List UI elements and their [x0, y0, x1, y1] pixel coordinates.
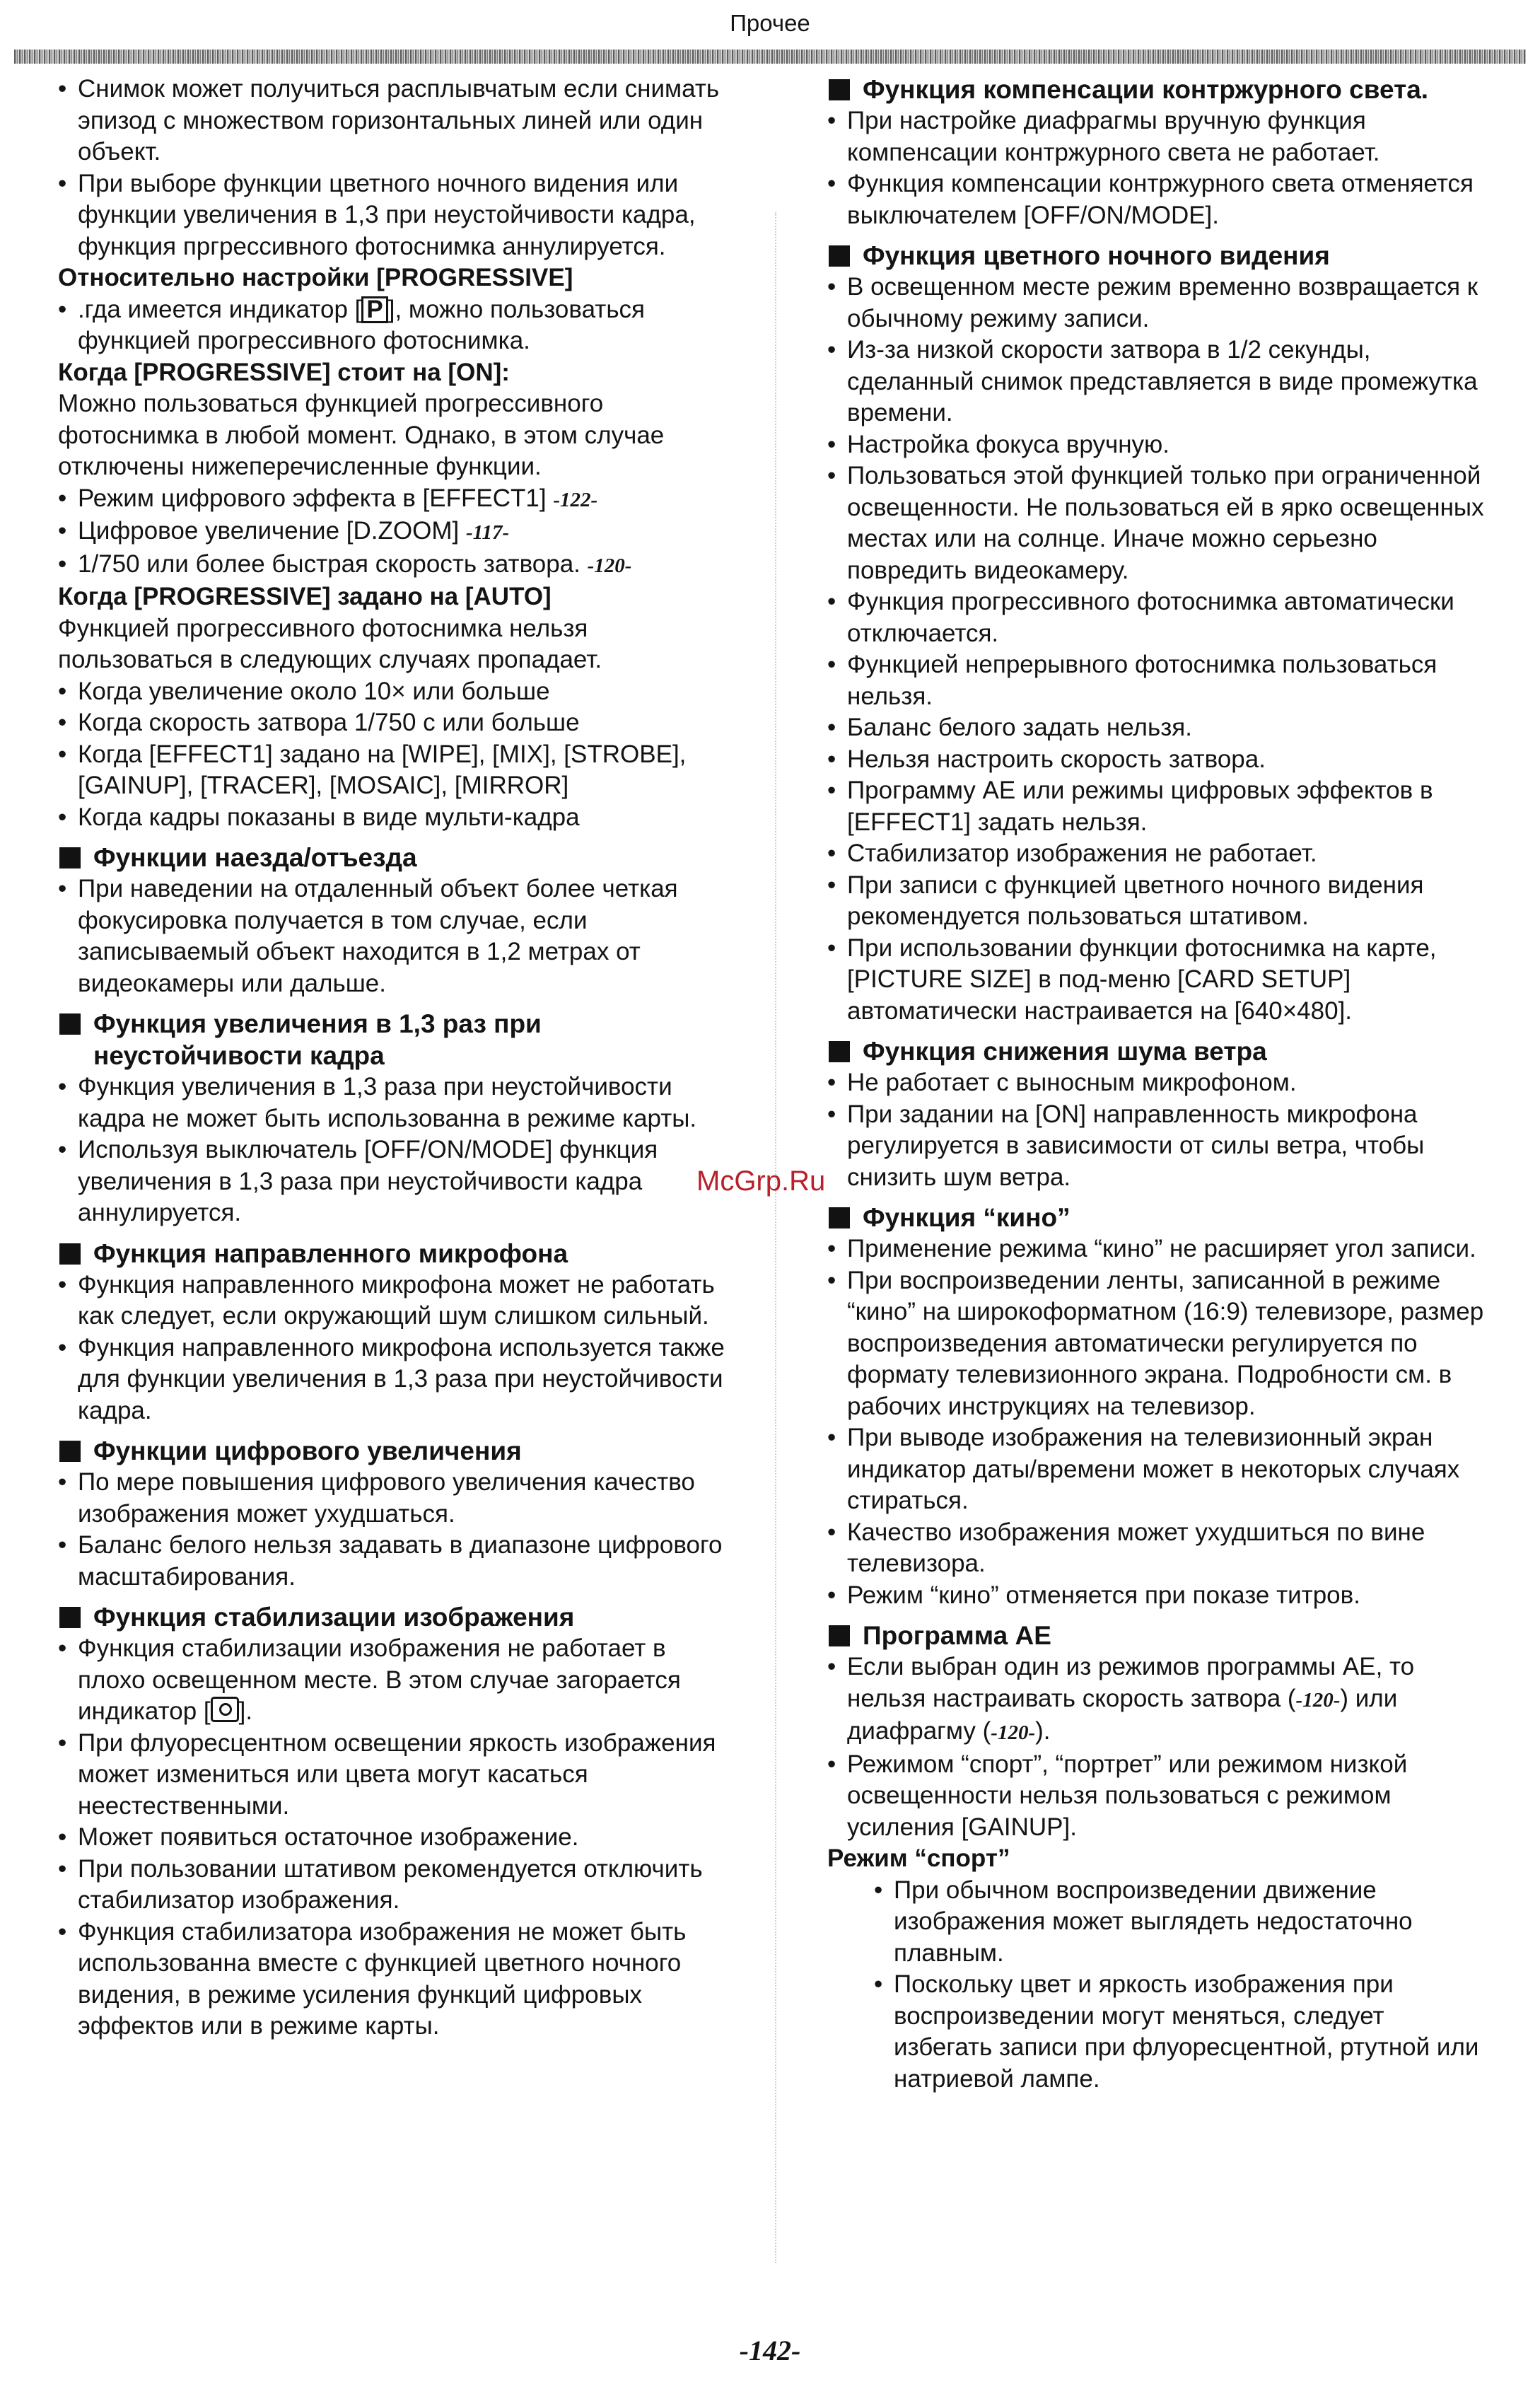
header-band — [14, 50, 1526, 64]
list-item: • Стабилизатор изображения не работает. — [827, 838, 1485, 870]
progressive-indicator-icon: P — [361, 296, 387, 323]
item-text: Функция стабилизации изображения не работает в плохо освещенном месте. В этом случае загорается индикатор [ — [78, 1634, 681, 1725]
section-title: Функция направленного микрофона — [58, 1238, 737, 1270]
page-header: Прочее — [730, 10, 810, 36]
item-text: ]. — [238, 1697, 253, 1725]
list-item: • При выборе функции цветного ночного видения или функции увеличения в 1,3 при неустойчивости кадра, функция пргрессивного фотоснимка аннулируется. — [58, 168, 737, 263]
list-item: • При использовании функции фотоснимка на карте, [PICTURE SIZE] в под-меню [CARD SETUP] автоматически настраивается на [640×480]. — [827, 933, 1485, 1028]
progressive-auto-heading: Когда [PROGRESSIVE] задано на [AUTO] — [58, 583, 552, 610]
list-item: • При наведении на отдаленный объект более четкая фокусировка получается в том случае, если записываемый объект находится в 1,2 метрах от видеокамеры или дальше. — [58, 873, 737, 999]
section-title: Функция увеличения в 1,3 раз при неустойчивости кадра — [58, 1008, 737, 1071]
list-item: • В освещенном месте режим временно возвращается к обычному режиму записи. — [827, 272, 1485, 335]
paragraph: Функцией прогрессивного фотоснимка нельзя пользоваться в следующих случаях пропадает. — [58, 614, 602, 673]
sport-mode-heading: Режим “спорт” — [827, 1844, 1010, 1872]
item-text: Цифровое увеличение [D.ZOOM] — [78, 517, 460, 545]
section-night-vision — [827, 240, 1485, 1027]
page-ref: -117- — [465, 521, 510, 544]
page-number: -142- — [739, 2335, 801, 2366]
section-cinema — [827, 1202, 1485, 1611]
list-item: • Нельзя настроить скорость затвора. — [827, 744, 1485, 776]
progressive-on-heading: Когда [PROGRESSIVE] стоит на [ON]: — [58, 358, 510, 386]
list-item: • Применение режима “кино” не расширяет угол записи. — [827, 1233, 1485, 1265]
list-item: • Баланс белого задать нельзя. — [827, 712, 1485, 744]
indicator-text-after: ], можно пользоваться функцией прогрессивного фотоснимка. — [78, 295, 646, 354]
list-item — [58, 549, 737, 582]
section-zoom — [58, 842, 737, 999]
item-text: Режим цифрового эффекта в [EFFECT1] — [78, 484, 547, 512]
progressive-heading: Относительно настройки [PROGRESSIVE] — [58, 264, 573, 291]
section-program-ae — [827, 1620, 1485, 2095]
list-item: • Функцией непрерывного фотоснимка пользоваться нельзя. — [827, 649, 1485, 712]
indicator-text-before: .гда имеется индикатор [ — [78, 295, 362, 323]
list-item — [58, 1633, 737, 1728]
item-text: Если выбран один из режимов программы AE, то нельзя настраивать скорость затвора ( — [847, 1653, 1415, 1712]
list-item: • Настройка фокуса вручную. — [827, 429, 1485, 461]
list-item: • При записи с функцией цветного ночного видения рекомендуется пользоваться штативом. — [827, 870, 1485, 933]
section-title: Функция цветного ночного видения — [827, 240, 1485, 272]
list-item: • При настройке диафрагмы вручную функция компенсации контржурного света не работает. — [827, 105, 1485, 168]
item-text: ) или диафрагму ( — [847, 1684, 1398, 1745]
section-wind-noise — [827, 1035, 1485, 1193]
left-column — [58, 74, 737, 2043]
section-magnification — [58, 1008, 737, 1229]
list-item: • Качество изображения может ухудшиться по вине телевизора. — [827, 1517, 1485, 1580]
section-title: Функция компенсации контржурного света. — [827, 74, 1485, 105]
right-column — [827, 74, 1485, 2095]
list-item: • При выводе изображения на телевизионный экран индикатор даты/времени может в некоторых случаях стираться. — [827, 1422, 1485, 1517]
list-item: • При задании на [ON] направленность микрофона регулируется в зависимости от силы ветра, чтобы снизить шум ветра. — [827, 1099, 1485, 1194]
list-item: • Режим “кино” отменяется при показе титров. — [827, 1580, 1485, 1612]
watermark: McGrp.Ru — [696, 1166, 826, 1197]
section-digital-zoom — [58, 1435, 737, 1593]
list-item: • Когда увеличение около 10× или больше — [58, 676, 737, 708]
list-item: • Режимом “спорт”, “портрет” или режимом низкой освещенности нельзя пользоваться с режимом усиления [GAINUP]. — [827, 1749, 1485, 1844]
list-item: • При воспроизведении ленты, записанной в режиме “кино” на широкоформатном (16:9) телевизоре, размер воспроизведения автоматически регулируется по формату телевизионного экрана. Подробности см. в рабочих инструкциях на телевизор. — [827, 1265, 1485, 1423]
list-item: • Функция направленного микрофона используется также для функции увеличения в 1,3 раза при неустойчивости кадра. — [58, 1332, 737, 1427]
section-microphone — [58, 1238, 737, 1427]
list-item: • Из-за низкой скорости затвора в 1/2 секунды, сделанный снимок представляется в виде промежутка времени. — [827, 335, 1485, 429]
section-title: Функции наезда/отъезда — [58, 842, 737, 873]
list-item — [58, 516, 737, 549]
list-item: • Функция компенсации контржурного света отменяется выключателем [OFF/ON/MODE]. — [827, 168, 1485, 231]
list-item: • Когда скорость затвора 1/750 с или больше — [58, 707, 737, 739]
list-item: • Не работает с выносным микрофоном. — [827, 1067, 1485, 1099]
list-item — [58, 294, 737, 357]
list-item: • При флуоресцентном освещении яркость изображения может измениться или цвета могут касаться неестественными. — [58, 1728, 737, 1823]
item-text: 1/750 или более быстрая скорость затвора. — [78, 550, 581, 578]
section-title: Функция стабилизации изображения — [58, 1601, 737, 1633]
list-item: • Функция увеличения в 1,3 раза при неустойчивости кадра не может быть использованна в режиме карты. — [58, 1071, 737, 1134]
list-item: • При пользовании штативом рекомендуется отключить стабилизатор изображения. — [58, 1854, 737, 1917]
column-divider — [775, 212, 776, 2263]
paragraph: Можно пользоваться функцией прогрессивного фотоснимка в любой момент. Однако, в этом случае отключены нижеперечисленные функции. — [58, 390, 665, 480]
list-item — [827, 1651, 1485, 1749]
page-ref: -120- — [587, 554, 632, 577]
page-ref: -122- — [553, 488, 598, 511]
section-title: Программа AE — [827, 1620, 1485, 1651]
list-item: • Пользоваться этой функцией только при ограниченной освещенности. Не пользоваться ей в ярко освещенных местах или на солнце. Иначе можно серьезно повредить видеокамеру. — [827, 460, 1485, 586]
section-title: Функция снижения шума ветра — [827, 1035, 1485, 1067]
section-title: Функция “кино” — [827, 1202, 1485, 1233]
page-ref: -120- — [991, 1721, 1036, 1744]
list-item: • По мере повышения цифрового увеличения качество изображения может ухудшаться. — [58, 1467, 737, 1530]
list-item: • Используя выключатель [OFF/ON/MODE] функция увеличения в 1,3 раза при неустойчивости кадра аннулируется. — [58, 1134, 737, 1229]
list-item: • Баланс белого нельзя задавать в диапазоне цифрового масштабирования. — [58, 1530, 737, 1593]
list-item: • Функция стабилизатора изображения не может быть использованна вместе с функцией цветного ночного видения, в режиме усиления функций цифровых эффектов или в режиме карты. — [58, 1917, 737, 2043]
list-item: • Поскольку цвет и яркость изображения при воспроизведении могут меняться, следует избегать записи при флуоресцентной, ртутной или натриевой лампе. — [874, 1969, 1485, 2095]
item-text: ). — [1035, 1717, 1051, 1745]
list-item: • Функция прогрессивного фотоснимка автоматически отключается. — [827, 586, 1485, 649]
section-title: Функции цифрового увеличения — [58, 1435, 737, 1467]
list-item: • Функция направленного микрофона может не работать как следует, если окружающий шум слишком сильный. — [58, 1270, 737, 1332]
section-stabilization — [58, 1601, 737, 2043]
list-item: • Когда кадры показаны в виде мульти-кадра — [58, 802, 737, 834]
list-item: • Программу AE или режимы цифровых эффектов в [EFFECT1] задать нельзя. — [827, 775, 1485, 838]
page-ref: -120- — [1295, 1688, 1341, 1712]
list-item: • Может появиться остаточное изображение. — [58, 1822, 737, 1854]
list-item: • При обычном воспроизведении движение изображения может выглядеть недостаточно плавным. — [874, 1875, 1485, 1970]
list-item: • Снимок может получиться расплывчатым если снимать эпизод с множеством горизонтальных линей или один объект. — [58, 74, 737, 168]
list-item — [58, 483, 737, 516]
list-item: • Когда [EFFECT1] задано на [WIPE], [MIX], [STROBE], [GAINUP], [TRACER], [MOSAIC], [MIRROR] — [58, 739, 737, 802]
stabilizer-icon — [211, 1697, 239, 1722]
